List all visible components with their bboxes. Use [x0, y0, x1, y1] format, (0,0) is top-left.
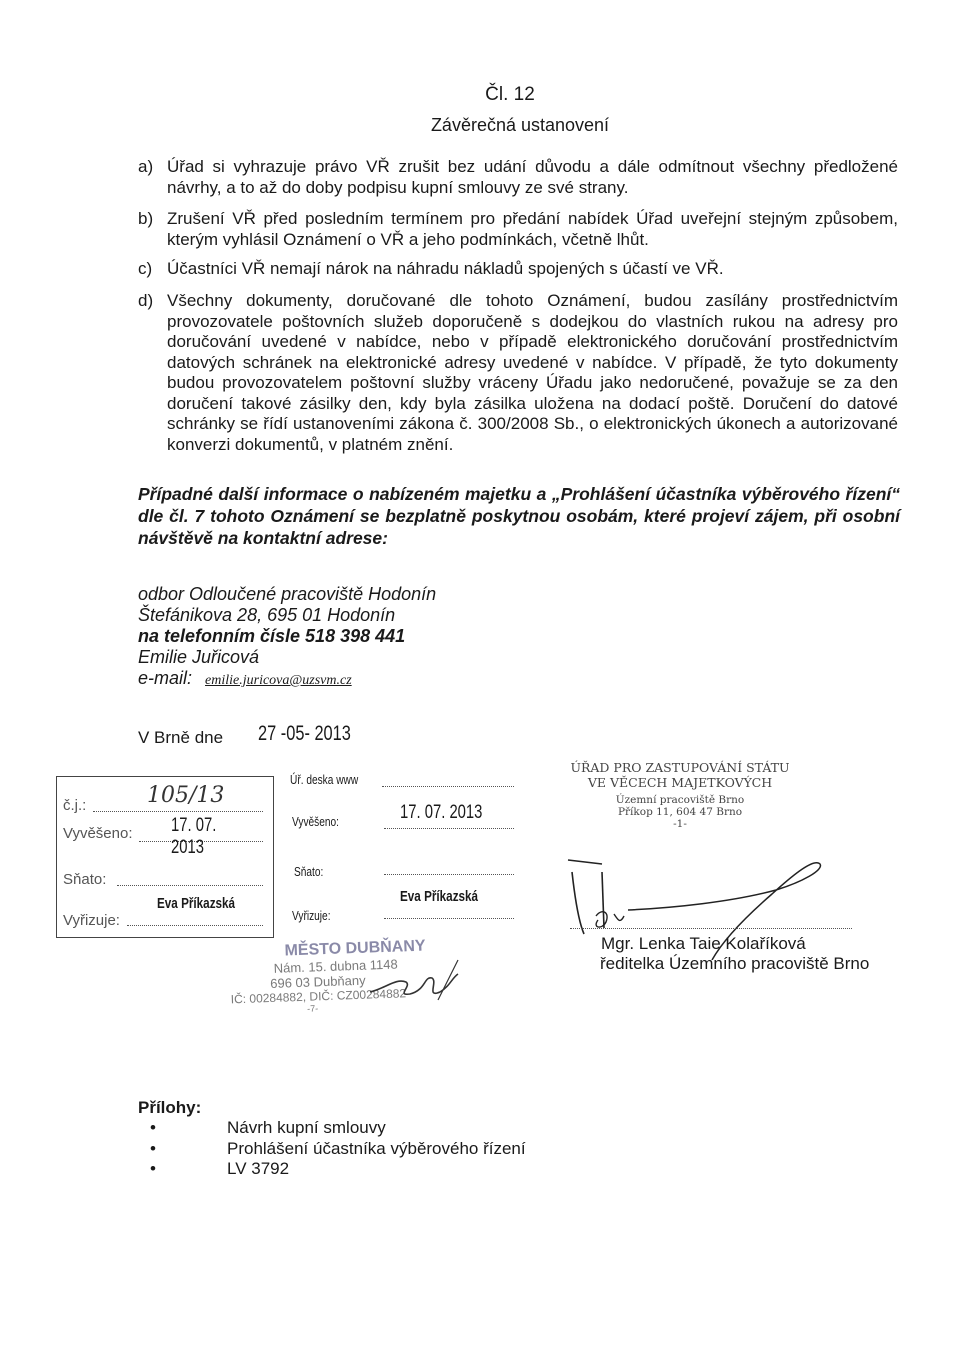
vyrizuje-label: Vyřizuje: — [63, 912, 120, 929]
contact-person: Emilie Juřicová — [138, 647, 260, 667]
item-label: b) — [138, 209, 154, 228]
item-label: a) — [138, 157, 154, 176]
town-stamp-signature — [366, 948, 486, 1008]
list-item — [138, 209, 898, 250]
vyrizuje-value: Eva Příkazská — [400, 888, 479, 905]
filing-stamp-left — [56, 776, 274, 938]
contact-address: Štefánikova 28, 695 01 Hodonín — [138, 605, 396, 625]
contact-block — [138, 584, 436, 691]
vyveseno-label: Vyvěšeno: — [63, 825, 133, 842]
vyrizuje-label: Vyřizuje: — [292, 908, 331, 923]
attachments-heading: Přílohy: — [138, 1098, 202, 1117]
article-number: Čl. 12 — [485, 84, 535, 105]
email-link[interactable]: emilie.juricova@uzsvm.cz — [205, 673, 352, 688]
item-label: c) — [138, 259, 153, 278]
vyveseno-label: Vyvěšeno: — [292, 814, 339, 829]
town-name: MĚSTO DUBŇANY — [284, 937, 426, 960]
signatory-role: ředitelka Územního pracoviště Brno — [600, 954, 870, 973]
vyveseno-value: 17. 07. 2013 — [400, 802, 483, 823]
attachment-label: Prohlášení účastníka výběrového řízení — [227, 1138, 526, 1158]
date-value: 27 -05- 2013 — [258, 722, 351, 745]
deska-label: Úř. deska www — [290, 772, 359, 787]
vyrizuje-value: Eva Příkazská — [157, 895, 236, 912]
office-line-2: VE VĚCECH MAJETKOVÝCH — [587, 775, 773, 790]
snato-label: Sňato: — [294, 864, 324, 879]
item-label: d) — [138, 291, 154, 310]
office-line-5: -1- — [673, 818, 687, 830]
list-item — [138, 259, 898, 280]
attachment-label: LV 3792 — [227, 1159, 290, 1178]
contact-phone: na telefonním čísle 518 398 441 — [138, 626, 406, 646]
list-item: • LV 3792 — [150, 1159, 290, 1178]
info-note: Případné další informace o nabízeném majetku a „Prohlášení účastníka výběrového řízení“ dle čl. 7 tohoto Oznámení se bezplatně poskytnou osobám, které projeví zájem, při osobní návštěvě na kontaktní adrese: — [138, 484, 900, 548]
contact-department: odbor Odloučené pracoviště Hodonín — [138, 584, 437, 604]
attachment-label: Návrh kupní smlouvy — [227, 1118, 386, 1137]
date-label: V Brně dne — [138, 728, 224, 747]
list-item — [138, 157, 898, 198]
item-text: Všechny dokumenty, doručované dle tohoto Oznámení, budou zasílány prostřednictvím provozovatele poštovních služeb doporučeně s dodejkou do vlastních rukou na adresy pro doručování uvedené v nabídce, nebo v případě elektronického doručování prostřednictvím datových schránek na elektronické adresy uvedené v nabídce. V případě, že tyto dokumenty budou provozovatelem poštovní služby vráceny Úřadu jako nedoručené, považuje se za den doručení takové zásilky den, kdy byla zásilka uložena na dodací poště. Doručení do datové schránky se řídí ustanoveními zákona č. 300/2008 Sb., o elektronických úkonech a autorizované konverzi dokumentů, v platném znění. — [167, 291, 898, 454]
article-title: Závěrečná ustanovení — [430, 115, 610, 135]
town-num: -7- — [306, 1003, 319, 1014]
attachments-list — [150, 1118, 526, 1180]
filing-stamp-middle — [290, 770, 520, 930]
town-addr-1: Nám. 15. dubna 1148 — [273, 956, 398, 976]
item-text: Zrušení VŘ před posledním termínem pro předání nabídek Úřad uveřejní stejným způsobem, kterým vyhlásil Oznámení o VŘ a jeho podmínkách, včetně lhůt. — [167, 209, 898, 249]
list-item — [138, 291, 898, 455]
vyveseno-value: 17. 07. 2013 — [171, 815, 217, 858]
email-label: e-mail: — [138, 668, 193, 688]
town-ids: IČ: 00284882, DIČ: CZ00284882 — [230, 986, 407, 1007]
list-item: • Prohlášení účastníka výběrového řízení — [150, 1138, 526, 1158]
office-line-1: ÚŘAD PRO ZASTUPOVÁNÍ STÁTU — [570, 760, 790, 775]
office-line-3: Územní pracoviště Brno — [615, 794, 745, 806]
office-line-4: Příkop 11, 604 47 Brno — [617, 806, 743, 818]
signatory-name: Mgr. Lenka Taie Kolaříková — [601, 934, 806, 953]
office-stamp — [560, 760, 800, 830]
list-item: • Návrh kupní smlouvy — [150, 1118, 386, 1137]
snato-label: Sňato: — [63, 871, 107, 888]
cj-label: č.j.: — [63, 797, 87, 814]
item-text: Účastníci VŘ nemají nárok na náhradu nákladů spojených s účastí ve VŘ. — [167, 259, 724, 278]
cj-value: 105/13 — [147, 783, 225, 808]
item-text: Úřad si vyhrazuje právo VŘ zrušit bez udání důvodu a dále odmítnout všechny předložené návrhy, a to až do doby podpisu kupní smlouvy ze své strany. — [167, 157, 898, 197]
town-addr-2: 696 03 Dubňany — [269, 972, 366, 991]
